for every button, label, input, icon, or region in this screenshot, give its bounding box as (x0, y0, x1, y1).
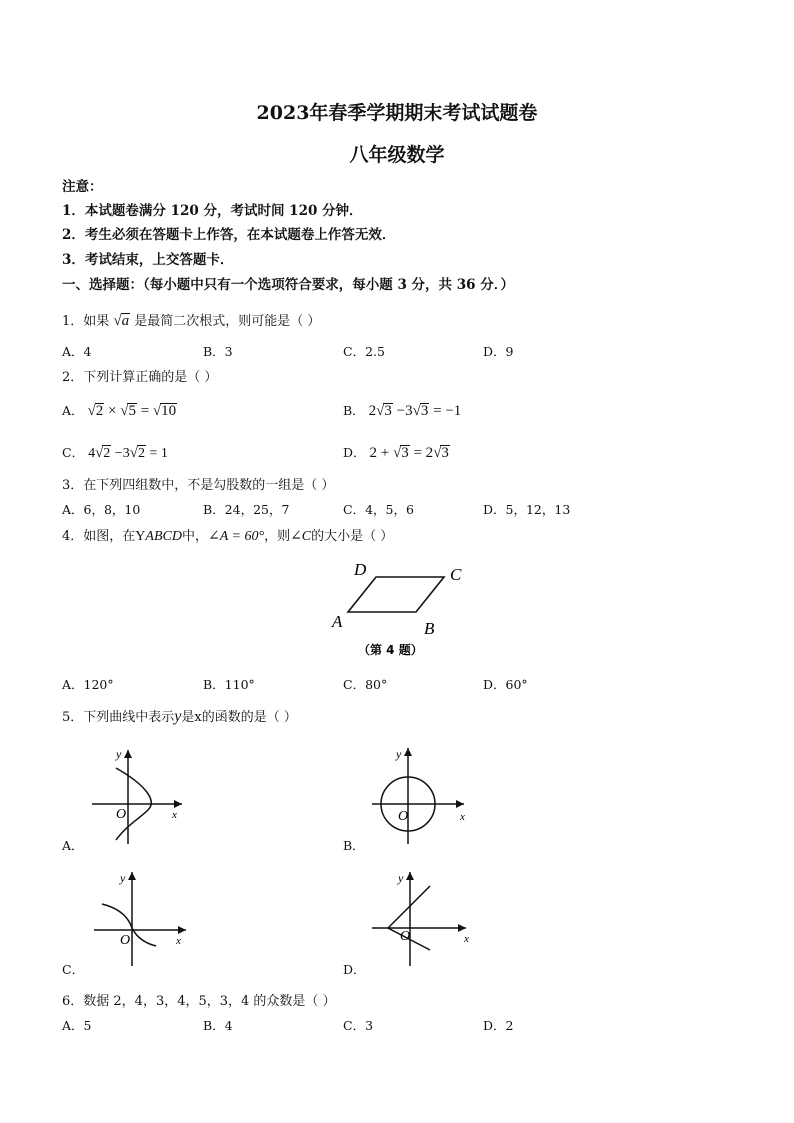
q4-option-d: D．60° (483, 677, 528, 692)
q5-graph-c (90, 866, 194, 970)
svg-text:x: x (464, 933, 469, 945)
svg-text:y: y (116, 747, 122, 761)
question-1-stem (62, 310, 320, 330)
vertex-label-b: B (424, 619, 435, 638)
svg-text:O: O (120, 933, 131, 948)
q2-label-d: D． (343, 445, 366, 460)
page-subtitle: 八年级数学 (349, 144, 445, 166)
q1-option-c: C．2.5 (343, 344, 385, 359)
q1-prefix: 1．如果 (62, 314, 110, 329)
vertex-label-a: A (332, 612, 343, 631)
q1-suffix: 是最简二次根式，则可能是（ ） (134, 314, 321, 329)
q6-option-b: B．4 (203, 1018, 233, 1033)
q4-option-b: B．110° (203, 677, 255, 692)
q5-option-b: B． (343, 838, 365, 853)
q3-option-a: A．6，8，10 (62, 502, 141, 517)
q5-graph-b (366, 744, 470, 848)
q1-option-d: D．9 (483, 344, 514, 359)
q6-option-d: D．2 (483, 1018, 514, 1033)
q2-option-a: A． √2 × √5 = √10 (62, 403, 177, 419)
vertex-label-d: D (354, 560, 367, 579)
question-3-stem: 3．在下列四组数中，不是勾股数的一组是（ ） (62, 478, 335, 493)
q2-option-b: B． 2√3 −3√3 = −1 (343, 403, 462, 419)
q4-option-a: A．120° (62, 677, 114, 692)
q5-graph-a (86, 744, 190, 848)
svg-text:O: O (400, 929, 411, 944)
q1-sqrt-a: √a (113, 313, 130, 329)
q6-option-a: A．5 (62, 1018, 92, 1033)
svg-text:O: O (398, 809, 409, 824)
svg-text:y: y (398, 871, 404, 885)
note-item-3: 3．考试结束，上交答题卡． (62, 252, 234, 268)
question-5-stem: 5．下列曲线中表示y是x的函数的是（ ） (62, 708, 297, 725)
q3-option-d: D．5，12，13 (483, 502, 571, 517)
q2-option-d: D． 2 + √3 = 2√3 (343, 445, 449, 461)
q5-option-c: C． (62, 962, 85, 977)
note-item-2: 2．考生必须在答题卡上作答，在本试题卷上作答无效． (62, 227, 396, 243)
q2-label-b: B． (343, 403, 365, 418)
q3-option-c: C．4，5，6 (343, 502, 414, 517)
notes-heading: 注意： (62, 179, 103, 195)
q6-option-c: C．3 (343, 1018, 374, 1033)
question-4-stem: 4．如图，在YABCD中，∠A = 60°，则∠C的大小是（ ） (62, 529, 394, 544)
q2-label-c: C． (62, 445, 85, 460)
vertex-label-c: C (450, 565, 462, 584)
q4-option-c: C．80° (343, 677, 388, 692)
parallelogram-shape (348, 577, 444, 612)
q2-label-a: A． (62, 403, 84, 418)
parallelogram-symbol: Y (135, 529, 146, 544)
note-item-1: 1．本试题卷满分 120 分，考试时间 120 分钟． (62, 203, 363, 219)
section-title: 一、选择题：（每小题中只有一个选项符合要求，每小题 3 分，共 36 分．） (62, 277, 514, 293)
q5-graph-d (368, 866, 472, 970)
q5-option-d: D． (343, 962, 366, 977)
page-title: 2023年春季学期期末考试试题卷 (256, 102, 538, 124)
svg-text:x: x (172, 809, 177, 821)
svg-text:x: x (460, 811, 465, 823)
svg-text:O: O (116, 807, 127, 822)
question-2-stem: 2．下列计算正确的是（ ） (62, 370, 218, 385)
q1-option-b: B．3 (203, 344, 233, 359)
q5-option-a: A． (62, 838, 84, 853)
svg-text:y: y (396, 747, 402, 761)
q1-option-a: A．4 (62, 344, 92, 359)
question-6-stem: 6．数据 2，4，3，4，5，3，4 的众数是（ ） (62, 994, 336, 1009)
q4-parallelogram-figure (320, 558, 480, 662)
q3-option-b: B．24，25，7 (203, 502, 290, 517)
svg-text:y: y (120, 871, 126, 885)
figure-caption: （第 4 题） (358, 643, 423, 657)
svg-text:x: x (176, 935, 181, 947)
q2-option-c: C． 4√2 −3√2 = 1 (62, 445, 168, 461)
